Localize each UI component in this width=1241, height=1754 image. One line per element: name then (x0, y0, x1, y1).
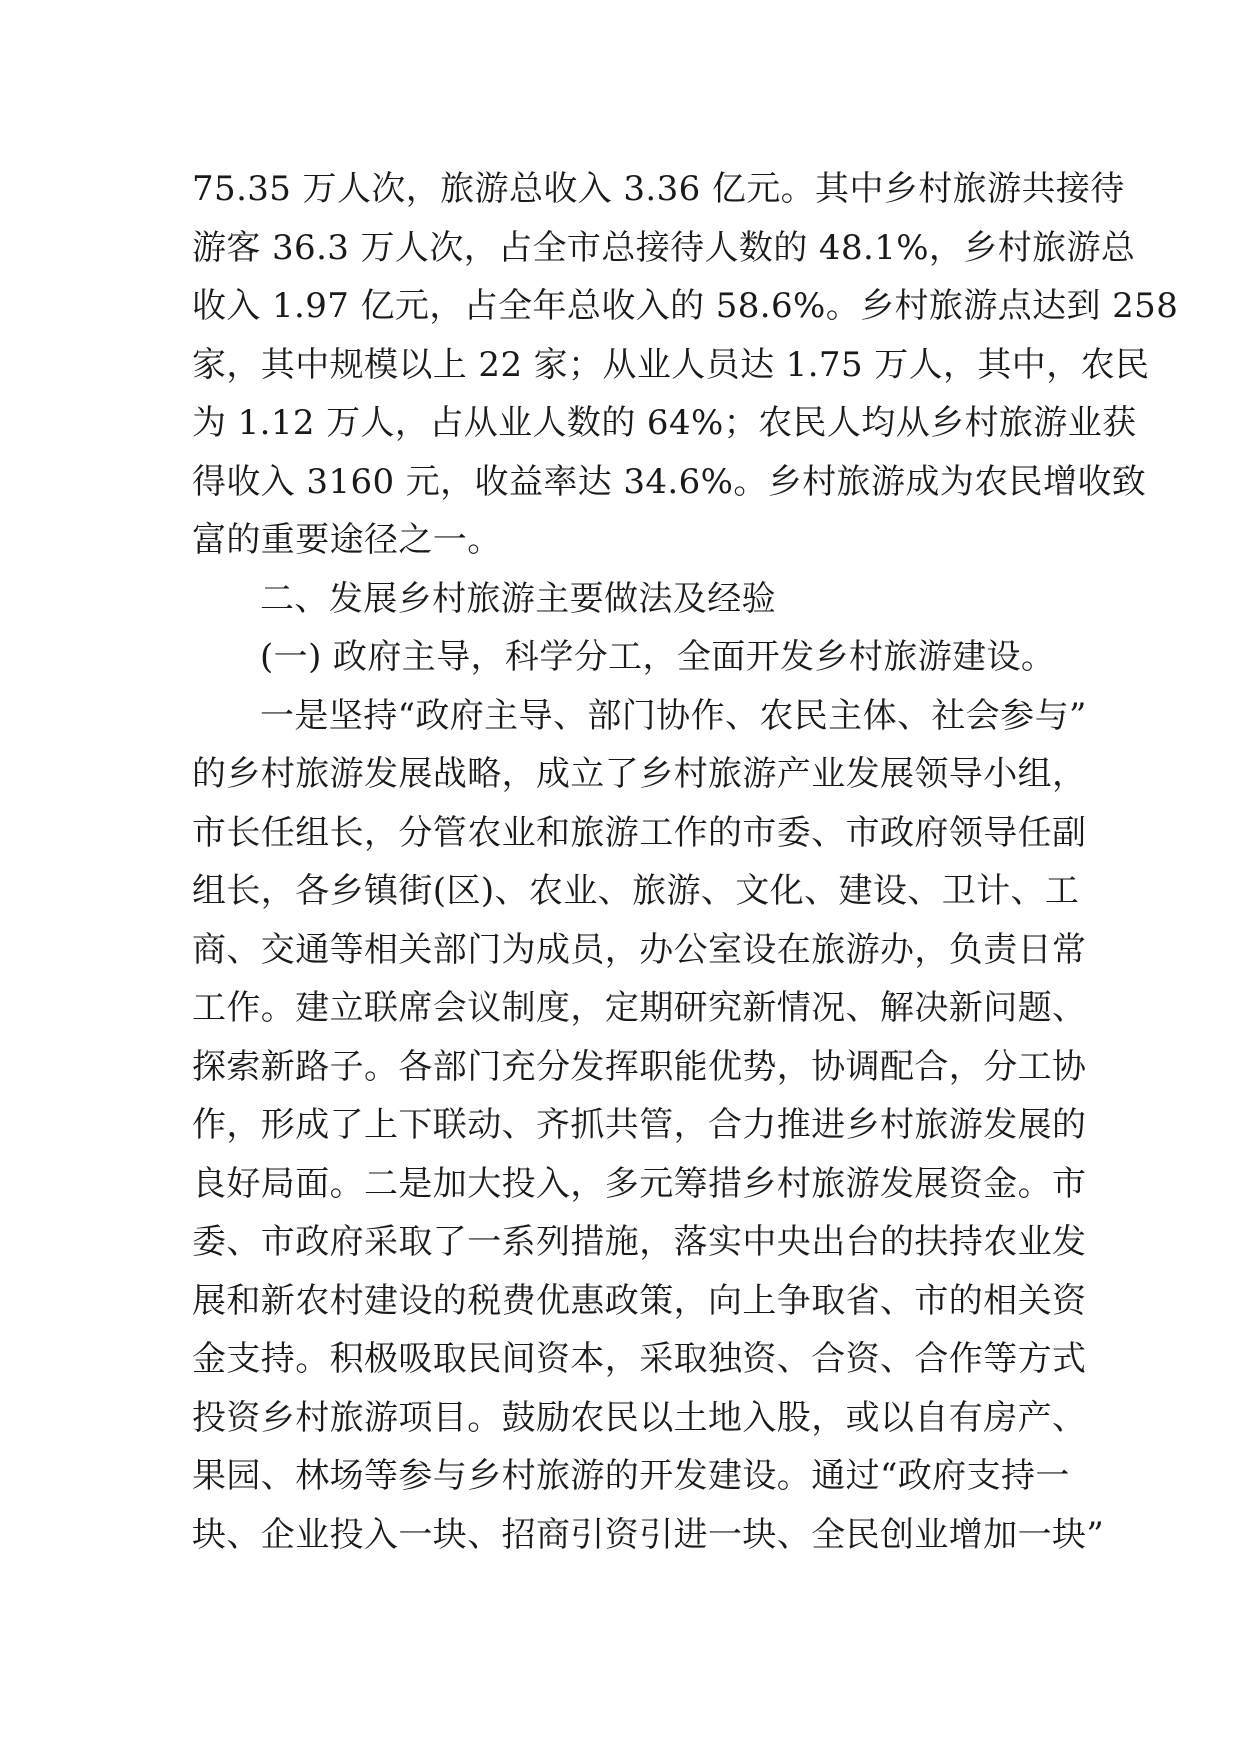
text-line: 作，形成了上下联动、齐抓共管，合力推进乡村旅游发展的 (192, 1105, 1087, 1145)
text-line: 游客 36.3 万人次，占全市总接待人数的 48.1%，乡村旅游总 (192, 227, 1136, 268)
text-line: 展和新农村建设的税费优惠政策，向上争取省、市的相关资 (192, 1280, 1087, 1321)
text-line: 富的重要途径之一。 (192, 520, 502, 560)
text-line: 一是坚持“政府主导、部门协作、农民主体、社会参与” (260, 695, 1087, 736)
text-line: 委、市政府采取了一系列措施，落实中央出台的扶持农业发 (192, 1222, 1087, 1262)
text-line: 投资乡村旅游项目。鼓励农民以土地入股，或以自有房产、 (192, 1397, 1087, 1438)
text-line: 块、企业投入一块、招商引资引进一块、全民创业增加一块” (192, 1514, 1105, 1555)
text-line: 收入 1.97 亿元，占全年总收入的 58.6%。乡村旅游点达到 258 (192, 286, 1179, 326)
text-line: 市长任组长，分管农业和旅游工作的市委、市政府领导任副 (192, 812, 1087, 853)
text-line: 的乡村旅游发展战略，成立了乡村旅游产业发展领导小组， (192, 754, 1087, 794)
text-line: 工作。建立联席会议制度，定期研究新情况、解决新问题、 (192, 988, 1087, 1028)
text-line: 探索新路子。各部门充分发挥职能优势，协调配合，分工协 (192, 1046, 1087, 1087)
text-line: 为 1.12 万人，占从业人数的 64%；农民人均从乡村旅游业获 (192, 403, 1137, 443)
text-line: 良好局面。二是加大投入，多元筹措乡村旅游发展资金。市 (192, 1163, 1087, 1204)
text-line: 金支持。积极吸取民间资本，采取独资、合资、合作等方式 (192, 1339, 1087, 1379)
text-line: 商、交通等相关部门为成员，办公室设在旅游办，负责日常 (192, 929, 1087, 970)
subsection-heading: (一) 政府主导，科学分工，全面开发乡村旅游建设。 (260, 637, 1056, 677)
body-text (192, 160, 1179, 1564)
text-line: 75.35 万人次，旅游总收入 3.36 亿元。其中乡村旅游共接待 (192, 169, 1125, 209)
text-line: 得收入 3160 元，收益率达 34.6%。乡村旅游成为农民增收致 (192, 461, 1147, 502)
section-heading: 二、发展乡村旅游主要做法及经验 (260, 578, 776, 619)
text-line: 果园、林场等参与乡村旅游的开发建设。通过“政府支持一 (192, 1456, 1070, 1496)
text-line: 家，其中规模以上 22 家；从业人员达 1.75 万人，其中，农民 (192, 344, 1150, 385)
text-line: 组长，各乡镇街(区)、农业、旅游、文化、建设、卫计、工 (192, 871, 1080, 911)
